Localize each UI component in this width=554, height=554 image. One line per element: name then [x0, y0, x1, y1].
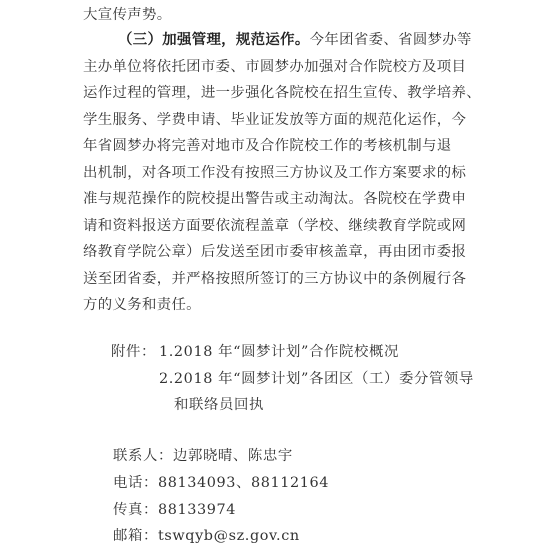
section-heading: （三）加强管理，规范运作。 — [118, 31, 310, 48]
paragraph-line: 大宣传声势。 — [83, 7, 172, 23]
contact-phone: 电话：88134093、88112164 — [113, 475, 330, 491]
paragraph-line — [118, 28, 472, 49]
paragraph-line: 送至团省委，并严格按照所签订的三方协议中的条例履行各 — [83, 271, 467, 287]
paragraph-line: 方的义务和责任。 — [83, 297, 201, 313]
paragraph-line: 准与规范操作的院校提出警告或主动淘汰。各院校在学费申 — [83, 191, 467, 207]
contact-email: 邮箱：tswqyb@sz.gov.cn — [113, 528, 300, 544]
contact-person: 联系人：边郭晓晴、陈忠宇 — [113, 448, 293, 464]
paragraph-line: 主办单位将依托团市委、市圆梦办加强对合作院校方及项目 — [83, 59, 467, 75]
paragraph-line: 运作过程的管理，进一步强化各院校在招生宣传、教学培养、 — [83, 85, 481, 101]
attachment-item: 2.2018 年“圆梦计划”各团区（工）委分管领导 — [159, 371, 474, 387]
attachment-item-continuation: 和联络员回执 — [174, 397, 264, 413]
paragraph-line: 出机制，对各项工作没有按照三方协议及工作方案要求的标 — [83, 165, 467, 181]
paragraph-text: 今年团省委、省圆梦办等 — [309, 32, 472, 48]
paragraph-line: 请和资料报送方面要依流程盖章（学校、继续教育学院或网 — [83, 218, 467, 234]
attachments-label: 附件： — [111, 344, 156, 360]
contact-fax: 传真：88133974 — [113, 502, 237, 518]
attachment-item: 1.2018 年“圆梦计划”合作院校概况 — [159, 344, 399, 360]
paragraph-line: 年省圆梦办将完善对地市及合作院校工作的考核机制与退 — [83, 138, 452, 154]
paragraph-line: 学生服务、学费申请、毕业证发放等方面的规范化运作，今 — [83, 112, 467, 128]
paragraph-line: 络教育学院公章）后发送至团市委审核盖章，再由团市委报 — [83, 244, 467, 260]
